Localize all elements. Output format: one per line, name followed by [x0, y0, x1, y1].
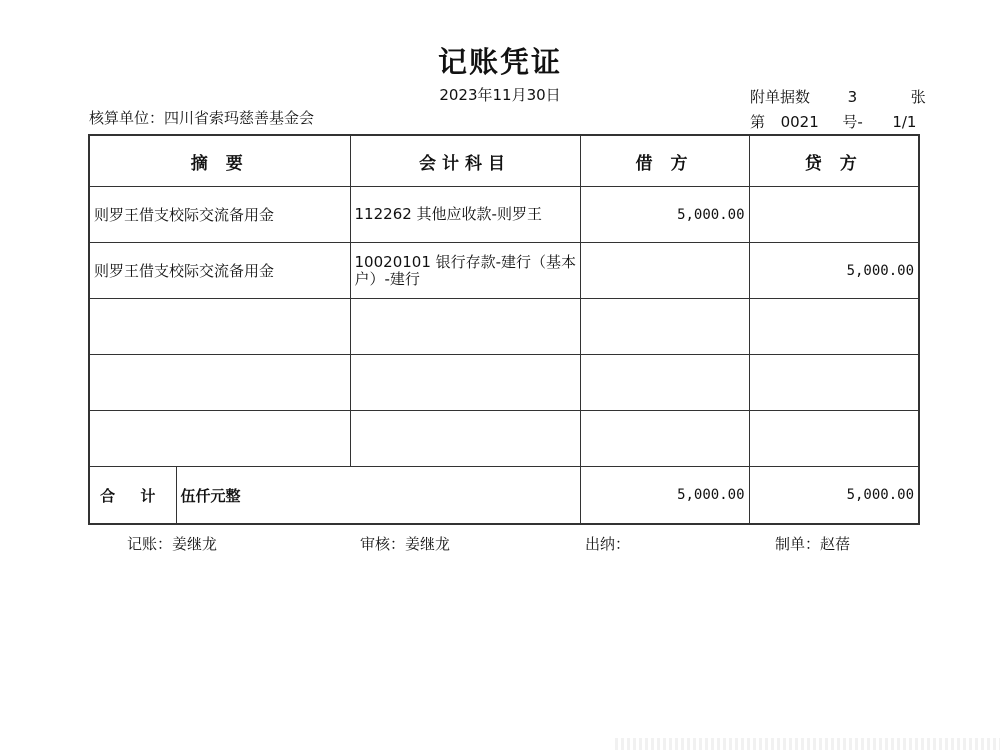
header-credit: 贷 方	[749, 135, 919, 187]
row-subject	[350, 355, 580, 411]
row-subject	[350, 411, 580, 467]
row-summary: 则罗王借支校际交流备用金	[89, 243, 350, 299]
voucher-number-info	[750, 111, 916, 132]
row-credit	[749, 299, 919, 355]
total-credit: 5,000.00	[749, 467, 919, 525]
table-row	[89, 299, 919, 355]
bookkeeper-label: 记账：	[127, 535, 173, 553]
voucher-date: 2023年11月30日	[439, 86, 561, 104]
voucher-title: 记账凭证	[437, 45, 562, 79]
row-debit	[580, 243, 749, 299]
number-suffix: 号-	[842, 113, 863, 131]
row-credit: 5,000.00	[749, 243, 919, 299]
row-summary	[89, 355, 350, 411]
table-row	[89, 243, 919, 299]
preparer-name: 赵蓓	[820, 535, 851, 553]
row-debit	[580, 411, 749, 467]
preparer-label: 制单：	[775, 535, 821, 553]
row-summary	[89, 411, 350, 467]
table-row	[89, 411, 919, 467]
cashier-label: 出纳：	[585, 535, 631, 553]
attachments-info	[750, 86, 926, 107]
preparer-signature	[775, 533, 850, 554]
attachments-count: 3	[847, 88, 858, 106]
table-row	[89, 355, 919, 411]
unit-name: 四川省索玛慈善基金会	[164, 109, 315, 127]
total-label: 合 计	[89, 467, 176, 525]
row-debit	[580, 299, 749, 355]
row-debit	[580, 355, 749, 411]
cashier-signature	[585, 533, 630, 554]
total-amount-in-words: 伍仟元整	[176, 467, 580, 525]
row-subject	[350, 299, 580, 355]
header-subject: 会计科目	[350, 135, 580, 187]
table-header	[89, 135, 919, 187]
row-debit: 5,000.00	[580, 187, 749, 243]
header-summary: 摘 要	[89, 135, 350, 187]
row-summary: 则罗王借支校际交流备用金	[89, 187, 350, 243]
reviewer-name: 姜继龙	[405, 535, 451, 553]
row-credit	[749, 411, 919, 467]
attachments-label: 附单据数	[750, 88, 811, 106]
torn-paper-edge	[615, 738, 1000, 750]
bookkeeper-signature	[127, 533, 217, 554]
table-row	[89, 187, 919, 243]
unit-label: 核算单位：	[89, 109, 165, 127]
reviewer-label: 审核：	[360, 535, 406, 553]
number-label: 第	[750, 113, 766, 131]
row-credit	[749, 187, 919, 243]
row-subject: 112262 其他应收款-则罗王	[350, 187, 580, 243]
reviewer-signature	[360, 533, 450, 554]
voucher-number: 0021	[780, 113, 819, 131]
row-credit	[749, 355, 919, 411]
page-indicator: 1/1	[892, 113, 917, 131]
header-debit: 借 方	[580, 135, 749, 187]
total-debit: 5,000.00	[580, 467, 749, 525]
row-subject: 10020101 银行存款-建行（基本户）-建行	[350, 243, 580, 299]
row-summary	[89, 299, 350, 355]
total-row	[89, 467, 919, 525]
attachments-unit: 张	[910, 88, 926, 106]
accounting-unit	[89, 107, 314, 128]
bookkeeper-name: 姜继龙	[172, 535, 218, 553]
voucher-table	[88, 134, 920, 525]
